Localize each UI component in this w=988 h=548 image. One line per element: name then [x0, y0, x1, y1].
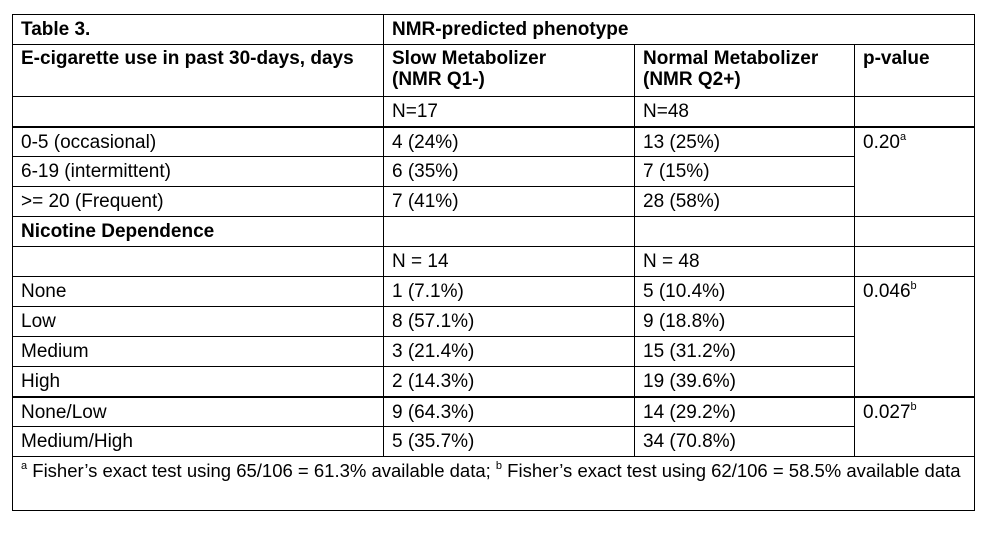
normal-value: 9 (18.8%): [635, 307, 855, 337]
slow-value: 4 (24%): [384, 127, 635, 157]
p-value-footnote-mark: b: [910, 280, 917, 292]
normal-value: 5 (10.4%): [635, 277, 855, 307]
normal-value: 28 (58%): [635, 187, 855, 217]
table-row: [13, 397, 975, 427]
n-row-nicotine: [13, 247, 975, 277]
normal-value: 7 (15%): [635, 157, 855, 187]
slow-value: 9 (64.3%): [384, 397, 635, 427]
nicotine-p-value: [855, 277, 975, 397]
empty-cell: [855, 247, 975, 277]
slow-value: 6 (35%): [384, 157, 635, 187]
ecig-use-header: E-cigarette use in past 30-days, days: [13, 45, 384, 97]
empty-cell: [635, 217, 855, 247]
normal-value: 13 (25%): [635, 127, 855, 157]
footnote-text-a: Fisher’s exact test using 65/106 = 61.3% available data;: [27, 460, 496, 481]
empty-cell: [384, 217, 635, 247]
empty-cell: [855, 217, 975, 247]
table-row: [13, 337, 975, 367]
slow-value: 8 (57.1%): [384, 307, 635, 337]
n-row-ecig: [13, 97, 975, 127]
empty-cell: [13, 97, 384, 127]
combo-p-value: [855, 397, 975, 457]
row-label: None/Low: [13, 397, 384, 427]
table-row: [13, 427, 975, 457]
p-value-footnote-mark: a: [899, 130, 907, 143]
table-row: [13, 127, 975, 157]
row-label: >= 20 (Frequent): [13, 187, 384, 217]
table-row: [13, 187, 975, 217]
p-value-number: 0.20: [863, 131, 900, 153]
table-title-row: [13, 15, 975, 45]
normal-header-line2: (NMR Q2+): [643, 69, 741, 90]
table-title: Table 3.: [13, 15, 384, 45]
footnote-row: [13, 457, 975, 511]
footnote-text-b: Fisher’s exact test using 62/106 = 58.5% available data: [502, 460, 961, 481]
slow-value: 7 (41%): [384, 187, 635, 217]
row-label: Low: [13, 307, 384, 337]
row-label: High: [13, 367, 384, 397]
slow-value: 3 (21.4%): [384, 337, 635, 367]
normal-value: 14 (29.2%): [635, 397, 855, 427]
n-slow: N=17: [384, 97, 635, 127]
table-row: [13, 277, 975, 307]
normal-value: 34 (70.8%): [635, 427, 855, 457]
empty-cell: [855, 97, 975, 127]
p-value-number: 0.046: [863, 281, 911, 302]
slow-header-line1: Slow Metabolizer: [392, 48, 547, 69]
row-label: 0-5 (occasional): [13, 127, 384, 157]
slow-metabolizer-header: [384, 45, 635, 97]
ecig-p-value: [855, 127, 975, 217]
normal-value: 19 (39.6%): [635, 367, 855, 397]
slow-header-line2: (NMR Q1-): [392, 69, 485, 90]
nicotine-dependence-header: Nicotine Dependence: [13, 217, 384, 247]
n-normal: N=48: [635, 97, 855, 127]
n-normal: N = 48: [635, 247, 855, 277]
normal-header-line1: Normal Metabolizer: [643, 48, 819, 69]
table-footnote: [13, 457, 975, 511]
slow-value: 5 (35.7%): [384, 427, 635, 457]
table-row: [13, 367, 975, 397]
footnote-mark-b: b: [495, 460, 503, 472]
n-slow: N = 14: [384, 247, 635, 277]
slow-value: 1 (7.1%): [384, 277, 635, 307]
row-label: 6-19 (intermittent): [13, 157, 384, 187]
nicotine-header-row: [13, 217, 975, 247]
p-value-number: 0.027: [863, 401, 911, 423]
group-header: NMR-predicted phenotype: [384, 15, 975, 45]
table-row: [13, 307, 975, 337]
column-header-row: [13, 45, 975, 97]
slow-value: 2 (14.3%): [384, 367, 635, 397]
table-row: [13, 157, 975, 187]
results-table: [12, 14, 975, 511]
p-value-footnote-mark: b: [910, 400, 917, 413]
empty-cell: [13, 247, 384, 277]
p-value-header: p-value: [855, 45, 975, 97]
normal-value: 15 (31.2%): [635, 337, 855, 367]
footnote-mark-a: a: [21, 460, 28, 472]
row-label: Medium/High: [13, 427, 384, 457]
row-label: None: [13, 277, 384, 307]
normal-metabolizer-header: [635, 45, 855, 97]
row-label: Medium: [13, 337, 384, 367]
